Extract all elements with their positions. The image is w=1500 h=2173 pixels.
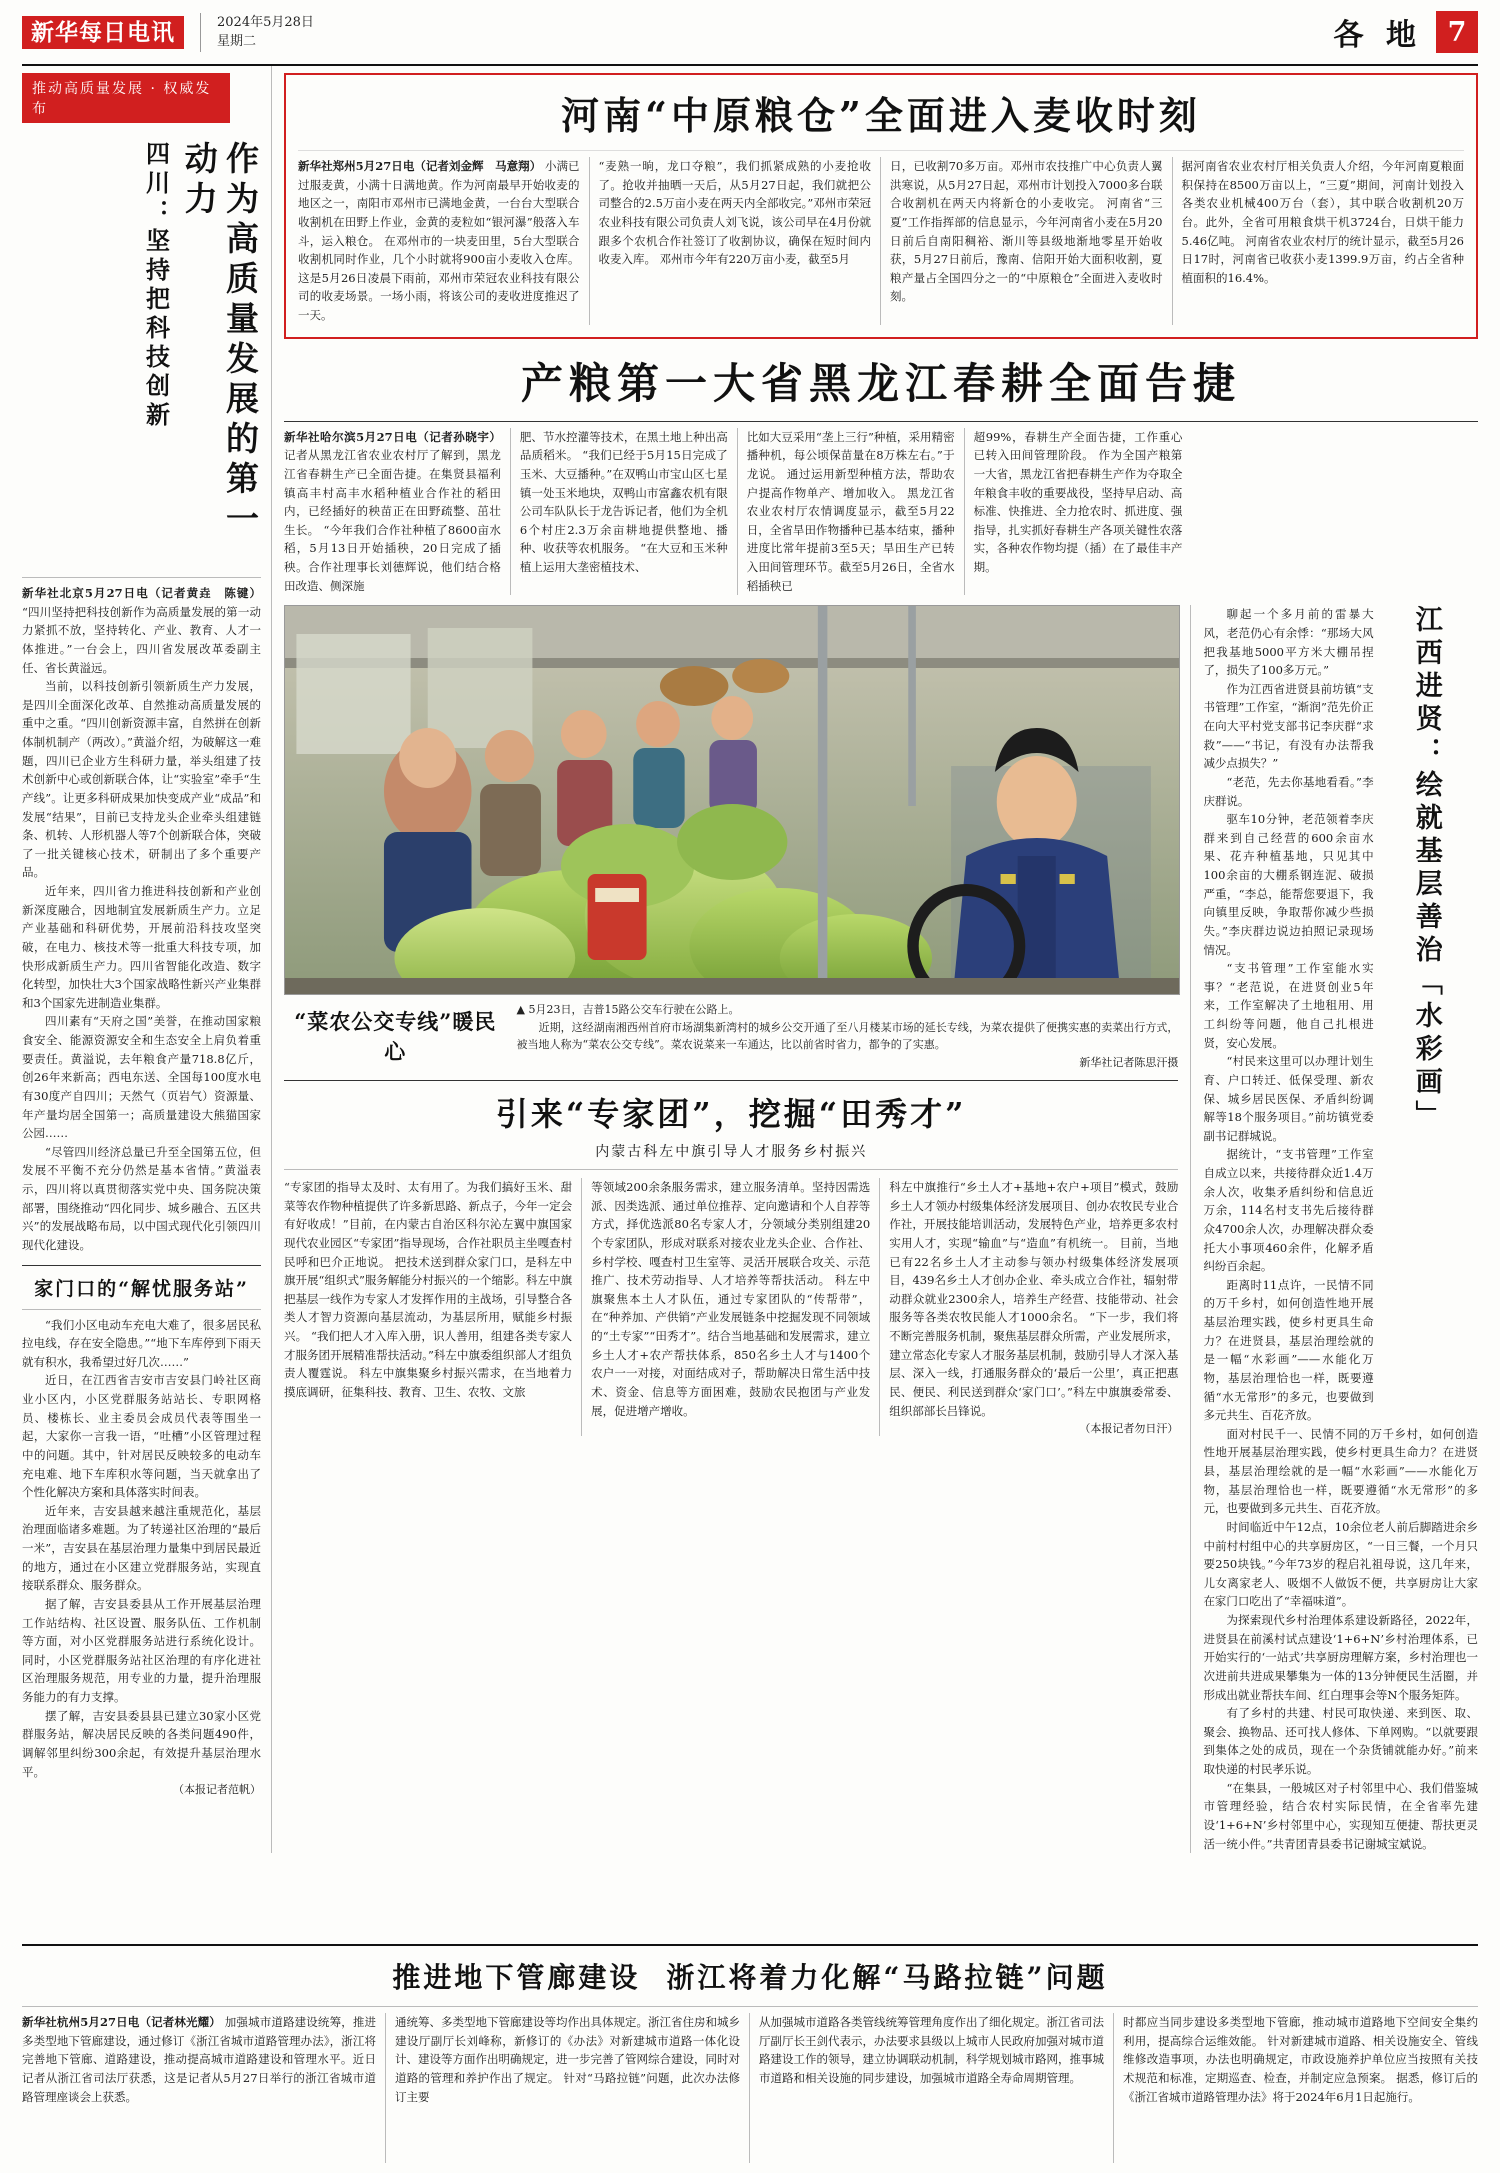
jiangxi-p12: “在集县，一般城区对子村邻里中心、我们借鉴城市管理经验，结合农村实际民情，在全省率先建设‘1+6+N’乡村邻里中心，实现知互便捷、帮扶更灵活一统小件。”共青团青县委书记谢城宝斌说。	[1203, 1780, 1478, 1851]
bottom-headline-right: 浙江将着力化解“马路拉链”问题	[666, 1961, 1108, 1994]
left-sub-p0: “我们小区电动车充电大难了，很多居民私拉电线，存在安全隐患。”“地下车库停到下雨天就有积水，我希望过好几次……”	[22, 1317, 261, 1369]
bottom-col4: 时都应当同步建设多类型地下管廊，推动城市道路地下空间安全集约利用，提高综合运维效能。 针对新建城市道路、相关设施安全、管线维修改造事项，办法也明确规定，市政设施养护单位应当按照有关技术规范和标准，定期巡查、检查，并制定应急预案。 据悉，修订后的《浙江省城市道路管理办法》将于2024年6月1日起施行。	[1123, 2015, 1478, 2104]
bottom-col2: 通统筹、多类型地下管廊建设等均作出具体规定。浙江省住房和城乡建设厅副厅长刘峰称，新修订的《办法》对新建城市道路一体化设计、建设等方面作出明确规定，进一步完善了管网综合建设，同时对道路的管理和养护作出了规定。 针对“马路拉链”问题，此次办法修订主要	[395, 2015, 740, 2104]
jiangxi-story	[1191, 605, 1478, 1853]
page-number-badge: 7	[1436, 11, 1478, 53]
heilongjiang-dateline: 新华社哈尔滨5月27日电（记者孙晓宇）	[284, 429, 501, 444]
bottom-dateline: 新华社杭州5月27日电（记者林光耀）	[22, 2015, 221, 2029]
expert-headline: 引来“专家团”，挖掘“田秀才”	[495, 1095, 967, 1134]
left-sub-p1: 近日，在江西省吉安市吉安县门岭社区商业小区内，小区党群服务站站长、专职网格员、楼栋长、业主委员会成员代表等围坐一起，大家你一言我一语，“吐槽”小区管理过程中的问题。其中，针对居民反映较多的电动车充电难、地下车库积水等问题，当天就拿出了个性化解决方案和具体落实时间表。	[22, 1373, 261, 1500]
jiangxi-p2: “老范，先去你基地看看。”李庆群说。	[1203, 774, 1374, 808]
photo-caption-lead: ▲ 5月23日，吉普15路公交车行驶在公路上。	[516, 1003, 740, 1017]
photo-caption-title: “菜农公交专线”暖民心	[294, 1008, 497, 1064]
bottom-headline-group	[22, 1956, 1478, 1996]
photo-caption-body: 近期，这经湖南湘西州首府市场湖集新湾村的城乡公交开通了至八月楼某市场的延长专线，为菜农提供了便携实惠的卖菜出行方式，被当地人称为“菜农公交专线”。菜农说菜来一车通达，比以前省时省力，都争的了实惠。	[516, 1020, 1179, 1052]
red-featured-story	[284, 73, 1478, 339]
date-text: 2024年5月28日	[217, 14, 314, 30]
jiangxi-p5: “村民来这里可以办理计划生育、户口转迁、低保受理、新农保、城乡居民医保、矛盾纠纷调解等18个服务项目。”前坊镇党委副书记群城说。	[1203, 1054, 1374, 1143]
expert-col3: 科左中旗推行“乡土人才+基地+农户+项目”模式，鼓励乡土人才领办村级集体经济发展项目、创办农牧民专业合作社，开展技能培训活动，发展特色产业，培养更多农村实用人才，实现“输血”与“造血”有机统一。 目前，当地已有22名乡土人才主动参与领办村级集体经济发展项目，439名乡土人才创办企业、牵头成立合作社，辐射带动群众就业2300余人，培养生产经营、技能带动、社会服务等各类农牧民能人才1000余名。 “下一步，我们将不断完善服务机制，聚焦基层群众所需，产业发展所求，建立常态化专家人才服务基层机制，鼓励引导人才深入基层、深入一线，打通服务群众的‘最后一公里’，真正把惠民、便民、利民送到群众‘家门口’。”科左中旗旗委常委、组织部部长吕锋说。	[889, 1180, 1179, 1418]
jiangxi-p3: 驱车10分钟，老范领着李庆群来到自己经营的600余亩水果、花卉种植基地，只见其中100余亩的大棚系钢连泥、破损严重，“李总，能帮您要退下，我向镇里反映，争取帮你减少些损失。”李庆群边说边拍照记录现场情况。	[1203, 812, 1374, 957]
jiangxi-p0: 聊起一个多月前的雷暴大风，老范仍心有余悸：“那场大风把我基地5000平方米大棚吊捏了，损失了100多万元。”	[1203, 607, 1374, 678]
red-story-headline: 河南“中原粮仓”全面进入麦收时刻	[561, 93, 1201, 138]
left-sub-p3: 据了解，吉安县委县从工作开展基层治理工作站结构、社区设置、服务队伍、工作机制等方面，对小区党群服务站进行系统化设计。同时，小区党群服务站社区治理的有序化进社区治理服务规范，用专业的力量，提升治理服务能力的有力支撑。	[22, 1596, 261, 1704]
left-article-p3: 四川素有“天府之国”美誉，在推动国家粮食安全、能源资源安全和生态安全上肩负着重要责任。黄溢说，去年粮食产量718.8亿斤，创26年来新高；西电东送、全国每100度水电有30度产自四川；天然气（页岩气）资源量、年产量均居全国第一；高质量建设大熊猫国家公园……	[22, 1014, 261, 1141]
left-article-dateline: 新华社北京5月27日电（记者黄垚 陈键）	[22, 586, 261, 600]
jiangxi-p6: 据统计，“支书管理”工作室自成立以来，共接待群众近1.4万余人次，收集矛盾纠纷和信息近万余，114名村支书先后接待群众4700余人次，办理解决群众委托大小事项460余件，化解矛盾纠纷百余起。	[1203, 1147, 1374, 1274]
weekday-text: 星期二	[217, 34, 257, 49]
bottom-story	[22, 1936, 1478, 2163]
photo-illustration	[285, 606, 1179, 994]
jiangxi-p7: 距离时11点许，一民情不同的万千乡村，如何创造性地开展基层治理实践，使乡村更具生命力？在进贤县，基层治理绘就的是一幅“水彩画”——水能化万物，基层治理恰也一样，既要遵循“水无常形”的多元，也要做到多元共生、百花齐放。	[1203, 1277, 1374, 1423]
masthead-right	[1334, 10, 1478, 54]
jiangxi-p9: 时间临近中午12点，10余位老人前后脚踏进余乡中前村村组中心的共享厨房区，“一日三餐，一个月只要250块钱。”今年73岁的程启礼祖母说，这几年来，儿女离家老人、吸烟不人做饭不便，共享厨房让大家在家门口吃出了“幸福味道”。	[1203, 1519, 1478, 1609]
red-story-col2: “麦熟一晌，龙口夺粮”，我们抓紧成熟的小麦抢收了。抢收并抽晒一天后，从5月27日起，我们就把公司整合的2.5万亩小麦在两天内全部收完。”邓州市荣冠农业科技有限公司负责人刘飞说，该公司早在4月份就跟多个农机合作社签订了收割协议，确保在短时间内收麦入库。 邓州市今年有220万亩小麦，截至5月	[598, 159, 871, 267]
left-sub-byline: （本报记者范帆）	[173, 1783, 261, 1797]
left-article-p4: “尽管四川经济总量已升至全国第五位，但发展不平衡不充分仍然是基本省情。”黄溢表示，四川将以真贯彻落实党中央、国务院决策部署，围绕推动“四化同步、城乡融合、五区共兴”的发展战略布局，以中国式现代化引领四川现代化建设。	[22, 1144, 261, 1252]
masthead	[22, 0, 1478, 66]
publication-logo: 新华每日电讯	[22, 16, 184, 49]
red-story-col1: 小满已过服麦黄，小满十日满地黄。作为河南最早开始收麦的地区之一，南阳市邓州市已满地金黄，一台台大型联合收割机在田野上作业，金黄的麦粒如“银河瀑”般落入车斗，运入粮仓。 在邓州市的一块麦田里，5台大型联合收割机同时作业，几个小时就将900亩小麦收入仓库。这是5月26日凌晨下雨前，邓州市荣冠农业科技有限公司的收麦场景。一场小雨，将该公司的麦收进度推迟了一天。	[298, 159, 580, 322]
expert-byline: （本报记者勿日汗）	[1079, 1422, 1179, 1436]
bottom-col3: 从加强城市道路各类管线统筹管理角度作出了细化规定。浙江省司法厅副厅长王剑代表示，办法要求县级以上城市人民政府加强对城市道路建设工作的领导，建立协调联动机制，科学规划城市路网，推事城市道路和相关设施的同步建设，加强城市道路全寿命周期管理。	[759, 2015, 1104, 2085]
left-article-p1: 当前，以科技创新引领新质生产力发展，是四川全面深化改革、自然推动高质量发展的重中之重。“四川创新资源丰富，自然拼在创新体制机制产（两改）。”黄溢介绍，为破解这一难题，四川已企业方生科研力量，举头组建了技术创新中心或创新联合体，让“实验室”牵手“生产线”。让更多科研成果加快变成产业“成品”和发展“结果”，目前已支持龙头企业牵头组建链条、机转、人形机器人等7个创新联合体，突破了一批关键核心技术，研制出了多个重要产品。	[22, 679, 261, 880]
expert-col2: 等领域200余条服务需求，建立服务清单。坚持因需选派、因类选派、通过单位推荐、定向邀请和个人自荐等方式，择优选派80名专家人才，分领域分类别组建20个专家团队，形成对联系对接农业龙头企业、合作社、乡村学校、嘎查村卫生室等、灵活开展联合攻关、示范推广、技术劳动指导、人才培养等帮扶活动。 科左中旗聚焦本土人才队伍，通过专家团队的“传帮带”，在“种养加、产供销”产业发展链条中挖掘发现不同领域的“土专家”“田秀才”。结合当地基础和发展需求，建立乡土人才+农产帮扶体系，850名乡土人才与1400个农户一一对接，对面结成对子，帮助解决日常生活中技术、资金、信息等方面困难，鼓励农民抱团与产业发展，促进增产增收。	[591, 1180, 871, 1418]
jiangxi-p11: 有了乡村的共建、村民可取快递、来到医、取、聚会、换物品、还可找人修体、下单网购。“以就要跟到集体之处的成员，现在一个杂货铺就能办好。”前来取快递的村民孝乐说。	[1203, 1706, 1478, 1776]
left-article-p2: 近年来，四川省力推进科技创新和产业创新深度融合，因地制宜发展新质生产力。立足产业基础和科研优势，开展前沿科技攻坚突破，在电力、核技术等一批重大科技专项，加快形成新质生产力。四川省智能化改造、数字化转型，加快壮大3个国家战略性新兴产业集群和3个国家先进制造业集群。	[22, 884, 261, 1010]
jiangxi-p10: 为探索现代乡村治理体系建设新路径，2022年，进贤县在前溪村试点建设‘1+6+N’乡村治理体系，已开始实行的‘一站式’共享厨房理解方案，乡村治理也一次进前共进成果攀集为一体的13分钟便民生活圈，并形成出就业帮扶车间、红白理事会等N个服务矩阵。	[1203, 1613, 1478, 1702]
bottom-col1: 加强城市道路建设统筹，推进多类型地下管廊建设，通过修订《浙江省城市道路管理办法》，浙江将完善地下管廊、道路建设，推动提高城市道路建设和管理水平。近日记者从浙江省司法厅获悉，这是记者从5月27日举行的浙江省城市道路管理座谈会上获悉。	[22, 2015, 377, 2104]
heilongjiang-col3: 比如大豆采用“垄上三行”种植，采用精密播种机，每公顷保苗量在8万株左右。”于龙说。 通过运用新型种植方法，帮助农户提高作物单产、增加收入。 黑龙江省农业农村厅农情调度显示，截至5月22日，全省旱田作物播种已基本结束，播种进度比常年提前3至5天；旱田生产已转入田间管理环节。截至5月26日，全省水稻插秧已	[746, 429, 955, 593]
left-article-p0: “四川坚持把科技创新作为高质量发展的第一动力紧抓不放，坚持转化、产业、教育、人才一体推进。”一台会上，四川省发展改革委副主任、省长黄溢远。	[22, 604, 261, 675]
left-sub-p4: 摆了解，吉安县委县县已建立30家小区党群服务站，解决居民反映的各类问题490件，调解邻里纠纷300余起，有效提升基层治理水平。	[22, 1708, 261, 1779]
heilongjiang-col4: 超99%，春耕生产全面告捷，工作重心已转入田间管理阶段。 作为全国产粮第一大省，黑龙江省把春耕生产作为夺取全年粮食丰收的重要战役，坚持早启动、高标准、快推进、全力抢农时、抓进度、强指导，扎实抓好春耕生产各项关键性农落实，各种农作物均提（插）在了最佳丰产期。	[973, 429, 1183, 574]
left-headline-sub: 四川：坚持把科技创新	[141, 141, 171, 431]
jiangxi-p4: “支书管理”工作室能水实事？“老范说，在进贤创业5年来，工作室解决了土地租用、用工纠纷等问题，他自己扎根进贤，安心发展。	[1203, 961, 1374, 1050]
left-article-body	[22, 584, 261, 677]
expert-story	[284, 1089, 1178, 1436]
section-title: 各 地	[1333, 18, 1422, 53]
heilongjiang-col1: 记者从黑龙江省农业农村厅了解到，黑龙江省春耕生产已全面告捷。在集贤县福利镇高丰村高丰水稻种植业合作社的稻田内，已经插好的秧苗正在田野疏整、茁壮生长。 “今年我们合作社种植了8600亩水稻，5月13日开始插秧，20日完成了插秧。合作社理事长刘德辉说，他们结合格田改造、侧深施	[284, 448, 501, 593]
left-headline-main: 作为高质量发展的第一动力	[179, 141, 260, 541]
heilongjiang-story	[284, 351, 1478, 596]
expert-col1: “专家团的指导太及时、太有用了。为我们搞好玉米、甜菜等农作物种植提供了许多新思路、新点子，今年一定会有好收成！”目前，在内蒙古自治区科尔沁左翼中旗国家现代农业园区“专家团”指导现场，合作社职员主坐嘎查村民呼和巴介正地说。 把技术送到群众家门口，是科左中旗开展“组织式”服务解能分村振兴的一个缩影。科左中旗把基层一线作为专家人才发挥作用的主战场，引导整合各类人才智力资源向基层流动，为基层所用，赋能乡村振兴。 “我们把人才入库入册，识人善用，组建各类专家人才服务团开展精准帮扶活动。”科左中旗委组织部人才组负责人覆霆说。 科左中旗集聚乡村振兴需求，在当地着力摸底调研，征集科技、教育、卫生、农牧、文旅	[284, 1180, 573, 1399]
heilongjiang-headline: 产粮第一大省黑龙江春耕全面告捷	[520, 358, 1241, 408]
slogan-bar: 推动高质量发展 · 权威发布	[22, 73, 230, 123]
left-sub-p2: 近年来，吉安县越来越注重规范化，基层治理面临诸多难题。为了转递社区治理的“最后一米”，吉安县在基层治理力量集中到居民最近的地方，通过在小区建立党群服务站，实现直接联系群众、服务群众。	[22, 1503, 261, 1593]
jiangxi-p8: 面对村民千一、民情不同的万千乡村，如何创造性地开展基层治理实践，使乡村更具生命力？在进贤县，基层治理绘就的是一幅“水彩画”——水能化万物，基层治理恰也一样，既要遵循“水无常形”的多元，也要做到多元共生、百花齐放。	[1203, 1426, 1478, 1516]
red-story-col3: 日，已收割70多万亩。邓州市农技推广中心负责人翼洪寒说，从5月27日起，邓州市计划投入7000多台联合收割机在两天内将新仓的小麦收完。 河南省“三夏”工作指挥部的信息显示，今年河南省小麦在5月20日前后自南阳稠裕、渐川等县级地渐地零星开始收获，5月27日前后，豫南、信阳开始大面积收割，夏粮产量占全国四分之一的“中原粮仓”全面进入麦收时刻。	[890, 159, 1163, 304]
date-block	[200, 13, 314, 52]
jiangxi-headline: 江西进贤：绘就基层善治「水彩画」	[1410, 605, 1442, 1134]
red-story-dateline: 新华社郑州5月27日电（记者刘金辉 马意翔）	[298, 159, 542, 173]
bottom-headline-left: 推进地下管廊建设	[392, 1961, 641, 1994]
expert-subheadline: 内蒙古科左中旗引导人才服务乡村振兴	[595, 1144, 868, 1161]
left-sub-headline: 家门口的“解忧服务站”	[34, 1277, 249, 1300]
photo-credit: 新华社记者陈思汗摄	[1079, 1056, 1179, 1070]
news-photo	[284, 605, 1180, 995]
jiangxi-p1: 作为江西省进贤县前坊镇“支书管理”工作室，“渐润”范先价正在向大平村党支部书记李庆群“求救”——“书记，有没有办法帮我减少点损失？”	[1203, 681, 1374, 771]
red-story-col4: 据河南省农业农村厅相关负责人介绍，今年河南夏粮面积保持在8500万亩以上，“三夏”期间，河南计划投入各类农业机械400万台（套），其中联合收割机20万台。此外，全省可用粮食烘干机3724台，日烘干能力5.46亿吨。 河南省农业农村厅的统计显示，截至5月26日17时，河南省已收获小麦1399.9万亩，约占全省种植面积的16.4%。	[1181, 159, 1464, 285]
heilongjiang-col2: 肥、节水控灌等技术，在黑土地上种出高品质稻米。 “我们已经于5月15日完成了玉米、大豆播种。”在双鸭山市宝山区七星镇一处玉米地块，双鸭山市富鑫农机有限公司车队队长于龙告诉记者，他们为全机6个村庄2.3万余亩耕地提供整地、播种、收获等农机服务。 “在大豆和玉米种植上运用大垄密植技术、	[519, 429, 728, 574]
